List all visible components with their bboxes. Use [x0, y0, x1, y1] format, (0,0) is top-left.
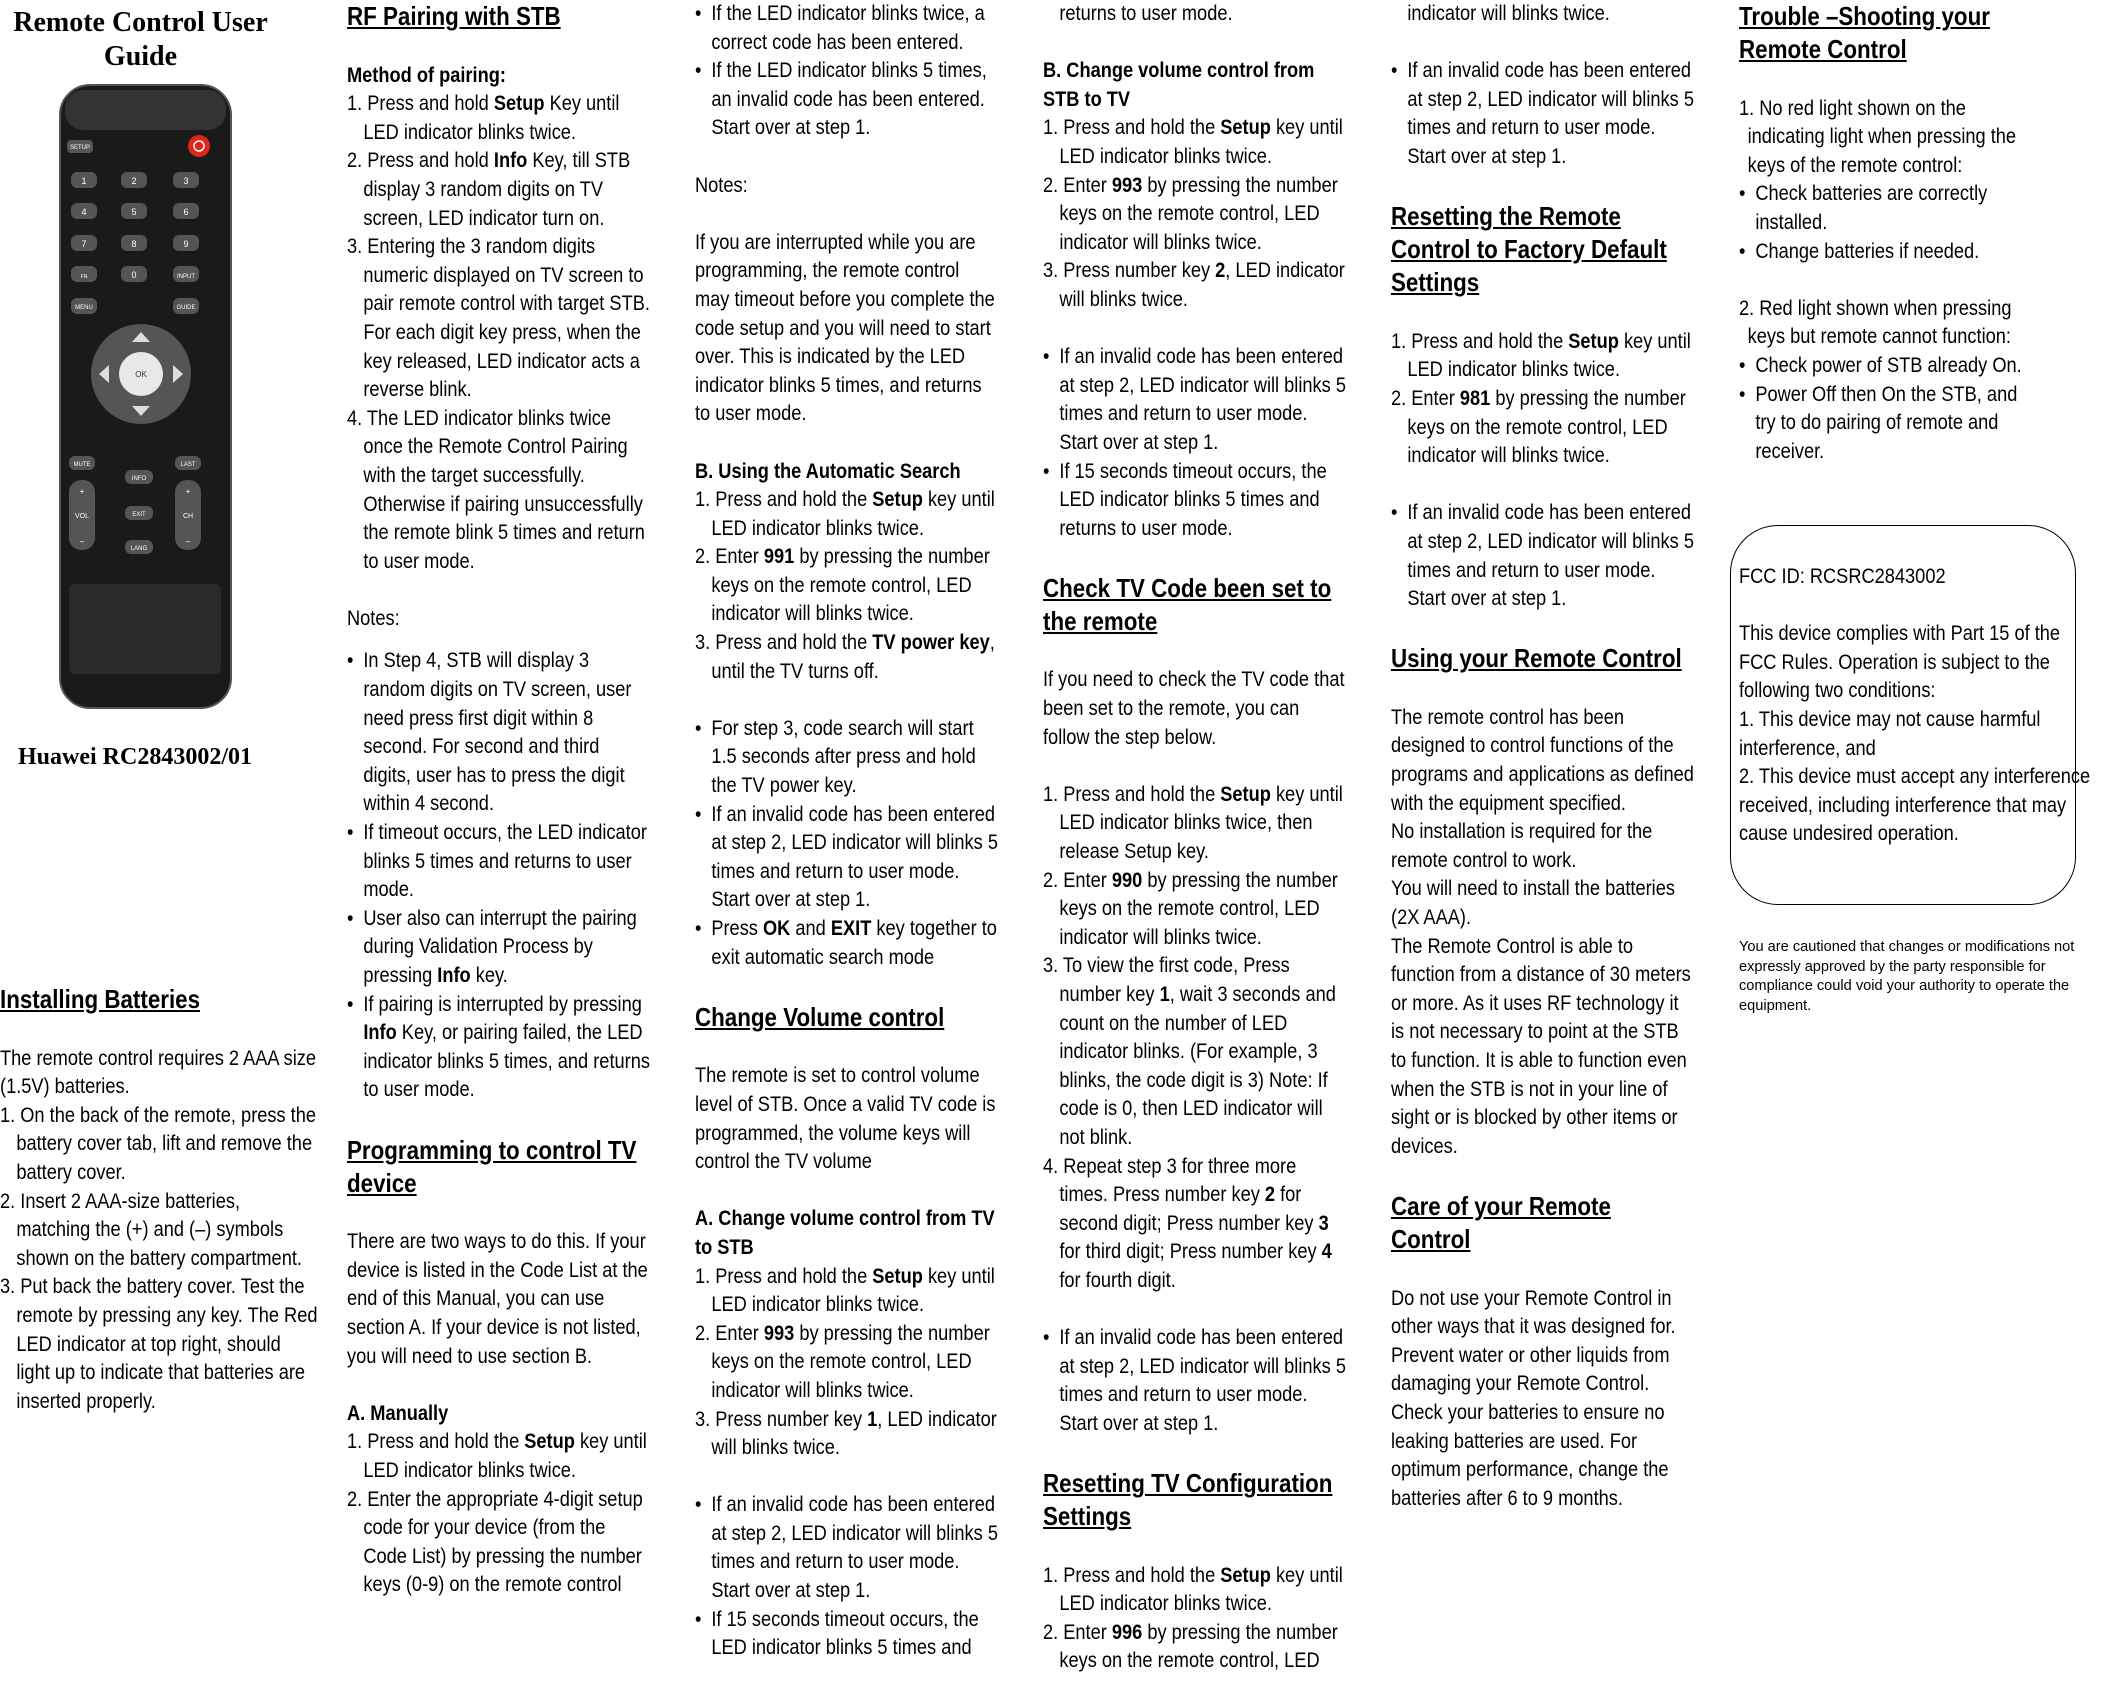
volume-a-title: A. Change volume control from TV to STB [695, 1207, 995, 1259]
using-heading: Using your Remote Control [1391, 643, 1682, 674]
fcc-condition: 2. This device must accept any interference received, including interference that may cause undesired operation. [1739, 765, 2091, 846]
manual-note: • If the LED indicator blinks 5 times, an invalid code has been entered. Start over at step 1. [695, 57, 999, 143]
svg-text:CH: CH [182, 513, 194, 520]
svg-text:VOL: VOL [74, 513, 90, 520]
auto-step: 2. Enter 991 by pressing the number keys on the remote control, LED indicator will blinks twice. [695, 545, 990, 626]
install-intro: The remote control requires 2 AAA size (1.5V) batteries. [0, 1046, 316, 1099]
reset-tv-step: 2. Enter 996 by pressing the number keys on the remote control, LED [1043, 1620, 1338, 1673]
auto-note: • Press OK and EXIT key together to exit automatic search mode [695, 915, 999, 972]
factory-reset-heading: Resetting the Remote Control to Factory Default Settings [1391, 201, 1667, 298]
trouble-bullet: • Change batteries if needed. [1739, 238, 2036, 267]
svg-text:LAST: LAST [180, 462, 196, 468]
using-text: No installation is required for the remote control to work. [1391, 820, 1653, 872]
volume-a-step: 2. Enter 993 by pressing the number keys on the remote control, LED indicator will blinks twice. [695, 1321, 990, 1402]
continued-text: indicator will blinks twice. [1407, 2, 1610, 25]
install-step: 1. On the back of the remote, press the battery cover tab, lift and remove the battery cover. [0, 1103, 317, 1184]
rf-note: • If pairing is interrupted by pressing Info Key, or pairing failed, the LED indicator blinks 5 times, and returns to user mode. [347, 991, 651, 1105]
svg-text:3: 3 [183, 176, 189, 186]
fcc-text: This device complies with Part 15 of the FCC Rules. Operation is subject to the following two conditions: [1739, 622, 2061, 703]
rf-pairing-heading: RF Pairing with STB [347, 1, 561, 31]
svg-text:7: 7 [81, 239, 87, 249]
svg-text:+: + [79, 487, 85, 496]
check-step: 1. Press and hold the Setup key until LED indicator blinks twice, then release Setup key. [1043, 782, 1343, 864]
reset-tv-step: 1. Press and hold the Setup key until LED indicator blinks twice. [1043, 1563, 1343, 1616]
svg-text:INPUT: INPUT [177, 274, 195, 280]
column-4 [1043, 0, 1347, 1676]
care-text: Do not use your Remote Control in other ways that it was designed for. Prevent water or other liquids from damaging your Remote Control. Check your batteries to ensure no leaking batteries are used. For optimum performance, change the batteries after 6 to 9 months. [1391, 1286, 1676, 1510]
rf-note: • User also can interrupt the pairing during Validation Process by pressing Info key. [347, 905, 651, 991]
check-step: 3. To view the first code, Press number key 1, wait 3 seconds and count on the number of LED indicator blinks. (For example, 3 blinks, the code digit is 3) Note: If code is 0, then LED indicator will not blink. [1043, 954, 1336, 1149]
volume-b-note: • If an invalid code has been entered at step 2, LED indicator will blinks 5 times and return to user mode. Start over at step 1. [1043, 343, 1347, 457]
fcc-condition: 1. This device may not cause harmful interference, and [1739, 707, 2041, 760]
manual-note: • If the LED indicator blinks twice, a correct code has been entered. [695, 0, 999, 57]
auto-step: 1. Press and hold the Setup key until LED indicator blinks twice. [695, 488, 995, 540]
volume-intro: The remote is set to control volume level of STB. Once a valid TV code is programmed, the volume keys will control the TV volume [695, 1064, 996, 1174]
rf-note: • In Step 4, STB will display 3 random digits on TV screen, user need press first digit within 8 second. For second and third digits, user has to press the digit within 4 second. [347, 647, 651, 819]
rf-notes-label: Notes: [347, 606, 400, 630]
check-note: • If an invalid code has been entered at step 2, LED indicator will blinks 5 times and return to user mode. Start over at step 1. [1043, 1324, 1347, 1438]
factory-note: • If an invalid code has been entered at step 2, LED indicator will blinks 5 times and return to user mode. Start over at step 1. [1391, 499, 1695, 613]
check-code-intro: If you need to check the TV code that been set to the remote, you can follow the step below. [1043, 668, 1345, 749]
svg-text:0: 0 [131, 270, 137, 280]
remote-control-image [59, 84, 232, 709]
trouble-bullet: • Check power of STB already On. [1739, 352, 2036, 381]
svg-text:MENU: MENU [75, 305, 93, 311]
notes-label: Notes: [695, 173, 748, 197]
column-2 [347, 0, 651, 1600]
volume-b-step: 1. Press and hold the Setup key until LED indicator blinks twice. [1043, 116, 1343, 168]
volume-a-note: • If 15 seconds timeout occurs, the LED indicator blinks 5 times and [695, 1606, 999, 1663]
svg-text:1: 1 [81, 176, 87, 186]
svg-text:6: 6 [183, 207, 189, 217]
factory-step: 2. Enter 981 by pressing the number keys on the remote control, LED indicator will blinks twice. [1391, 386, 1686, 468]
installing-batteries-section [0, 983, 318, 1416]
manual-step: 1. Press and hold the Setup key until LED indicator blinks twice. [347, 1430, 647, 1482]
check-code-heading: Check TV Code been set to the remote [1043, 572, 1332, 636]
auto-note: • If an invalid code has been entered at step 2, LED indicator will blinks 5 times and return to user mode. Start over at step 1. [695, 801, 999, 915]
volume-b-note: • If 15 seconds timeout occurs, the LED indicator blinks 5 times and returns to user mode. [1043, 458, 1347, 544]
troubleshooting-heading: Trouble –Shooting your Remote Control [1739, 1, 1990, 64]
continued-text: returns to user mode. [1059, 2, 1233, 25]
fcc-statement [1739, 563, 2100, 849]
volume-a-note: • If an invalid code has been entered at step 2, LED indicator will blinks 5 times and return to user mode. Start over at step 1. [695, 1491, 999, 1605]
svg-text:8: 8 [131, 239, 137, 249]
volume-b-title: B. Change volume control from STB to TV [1043, 59, 1315, 111]
svg-text:2: 2 [131, 176, 137, 186]
svg-text:EXIT: EXIT [132, 512, 146, 518]
rf-step: 2. Press and hold Info Key, till STB display 3 random digits on TV screen, LED indicator turn on. [347, 149, 631, 230]
svg-text:9: 9 [183, 239, 189, 249]
volume-b-step: 2. Enter 993 by pressing the number keys on the remote control, LED indicator will blinks twice. [1043, 173, 1338, 254]
reset-tv-heading: Resetting TV Configuration Settings [1043, 1468, 1333, 1532]
programming-heading: Programming to control TV device [347, 1134, 637, 1198]
fcc-id: FCC ID: RCSRC2843002 [1739, 565, 1946, 588]
volume-b-step: 3. Press number key 2, LED indicator will blinks twice. [1043, 259, 1345, 311]
svg-text:5: 5 [131, 207, 137, 217]
svg-text:GUIDE: GUIDE [176, 305, 196, 311]
using-text: The remote control has been designed to control functions of the programs and applications as defined with the equipment specified. [1391, 705, 1694, 815]
setup-key-label: SETUP [69, 145, 91, 151]
document-title: Remote Control User Guide [13, 7, 268, 72]
install-step: 2. Insert 2 AAA-size batteries, matching the (+) and (–) symbols shown on the battery compartment. [0, 1189, 302, 1270]
volume-a-step: 1. Press and hold the Setup key until LED indicator blinks twice. [695, 1264, 995, 1317]
volume-heading: Change Volume control [695, 1001, 945, 1032]
check-step: 4. Repeat step 3 for three more times. Press number key 2 for second digit; Press number key 3 for third digit; Press number key 4 for fourth digit. [1043, 1154, 1332, 1292]
svg-text:INFO: INFO [131, 476, 147, 482]
method-title: Method of pairing: [347, 63, 506, 87]
programming-intro: There are two ways to do this. If your device is listed in the Code List at the end of this Manual, you can use section A. If your device is not listed, you will need to use section B. [347, 1230, 648, 1368]
manually-title: A. Manually [347, 1401, 449, 1425]
svg-text:FN: FN [80, 274, 88, 280]
trouble-bullet: • Check batteries are correctly installed. [1739, 180, 2036, 237]
install-step: 3. Put back the battery cover. Test the remote by pressing any key. The Red LED indicator at top right, should light up to indicate that batteries are inserted properly. [0, 1275, 318, 1413]
caution-note: You are cautioned that changes or modifications not expressly approved by the party responsible for compliance could void your authority to operate the equipment. [1739, 939, 2075, 1014]
notes-text: If you are interrupted while you are programming, the remote control may timeout before you complete the code setup and you will need to start over. This is indicated by the LED indicator blinks 5 times, and returns to user mode. [695, 230, 995, 426]
column-5 [1391, 0, 1695, 1513]
installing-batteries-heading: Installing Batteries [0, 984, 201, 1014]
svg-text:OK: OK [135, 370, 147, 379]
trouble-item: 1. No red light shown on the indicating light when pressing the keys of the remote control: [1739, 96, 2017, 177]
model-name: Huawei RC2843002/01 [18, 744, 252, 770]
rf-step: 4. The LED indicator blinks twice once the Remote Control Pairing with the target successfully. Otherwise if pairing unsuccessfully the remote blink 5 times and return to user mode. [347, 406, 645, 573]
care-heading: Care of your Remote Control [1391, 1190, 1611, 1254]
volume-a-step: 3. Press number key 1, LED indicator will blinks twice. [695, 1407, 997, 1460]
reset-tv-note: • If an invalid code has been entered at step 2, LED indicator will blinks 5 times and return to user mode. Start over at step 1. [1391, 57, 1695, 171]
rf-step: 1. Press and hold Setup Key until LED indicator blinks twice. [347, 92, 620, 144]
svg-text:4: 4 [81, 207, 87, 217]
column-3 [695, 0, 999, 1663]
rf-step: 3. Entering the 3 random digits numeric displayed on TV screen to pair remote control with target STB. For each digit key press, when the key released, LED indicator acts a reverse blink. [347, 235, 650, 402]
manual-step: 2. Enter the appropriate 4-digit setup code for your device (from the Code List) by pressing the number keys (0-9) on the remote control [347, 1487, 643, 1597]
trouble-bullet: • Power Off then On the STB, and try to do pairing of remote and receiver. [1739, 381, 2036, 467]
check-step: 2. Enter 990 by pressing the number keys on the remote control, LED indicator will blinks twice. [1043, 868, 1338, 949]
column-6 [1739, 0, 2036, 466]
auto-note: • For step 3, code search will start 1.5 seconds after press and hold the TV power key. [695, 715, 999, 801]
auto-search-title: B. Using the Automatic Search [695, 459, 961, 483]
svg-text:–: – [185, 537, 191, 546]
svg-text:+: + [185, 487, 191, 496]
factory-step: 1. Press and hold the Setup key until LED indicator blinks twice. [1391, 329, 1691, 382]
using-text: You will need to install the batteries (2X AAA). [1391, 877, 1675, 930]
svg-text:–: – [79, 537, 85, 546]
svg-text:MUTE: MUTE [73, 462, 91, 468]
using-text: The Remote Control is able to function from a distance of 30 meters or more. As it uses RF technology it is not necessary to point at the STB to function. It is able to function even when the STB is not in your line of sight or is blocked by other items or devices. [1391, 934, 1691, 1158]
trouble-item: 2. Red light shown when pressing keys but remote cannot function: [1739, 296, 2012, 349]
auto-step: 3. Press and hold the TV power key, until the TV turns off. [695, 631, 995, 683]
rf-note: • If timeout occurs, the LED indicator blinks 5 times and returns to user mode. [347, 819, 651, 905]
svg-text:LANG: LANG [130, 546, 148, 552]
